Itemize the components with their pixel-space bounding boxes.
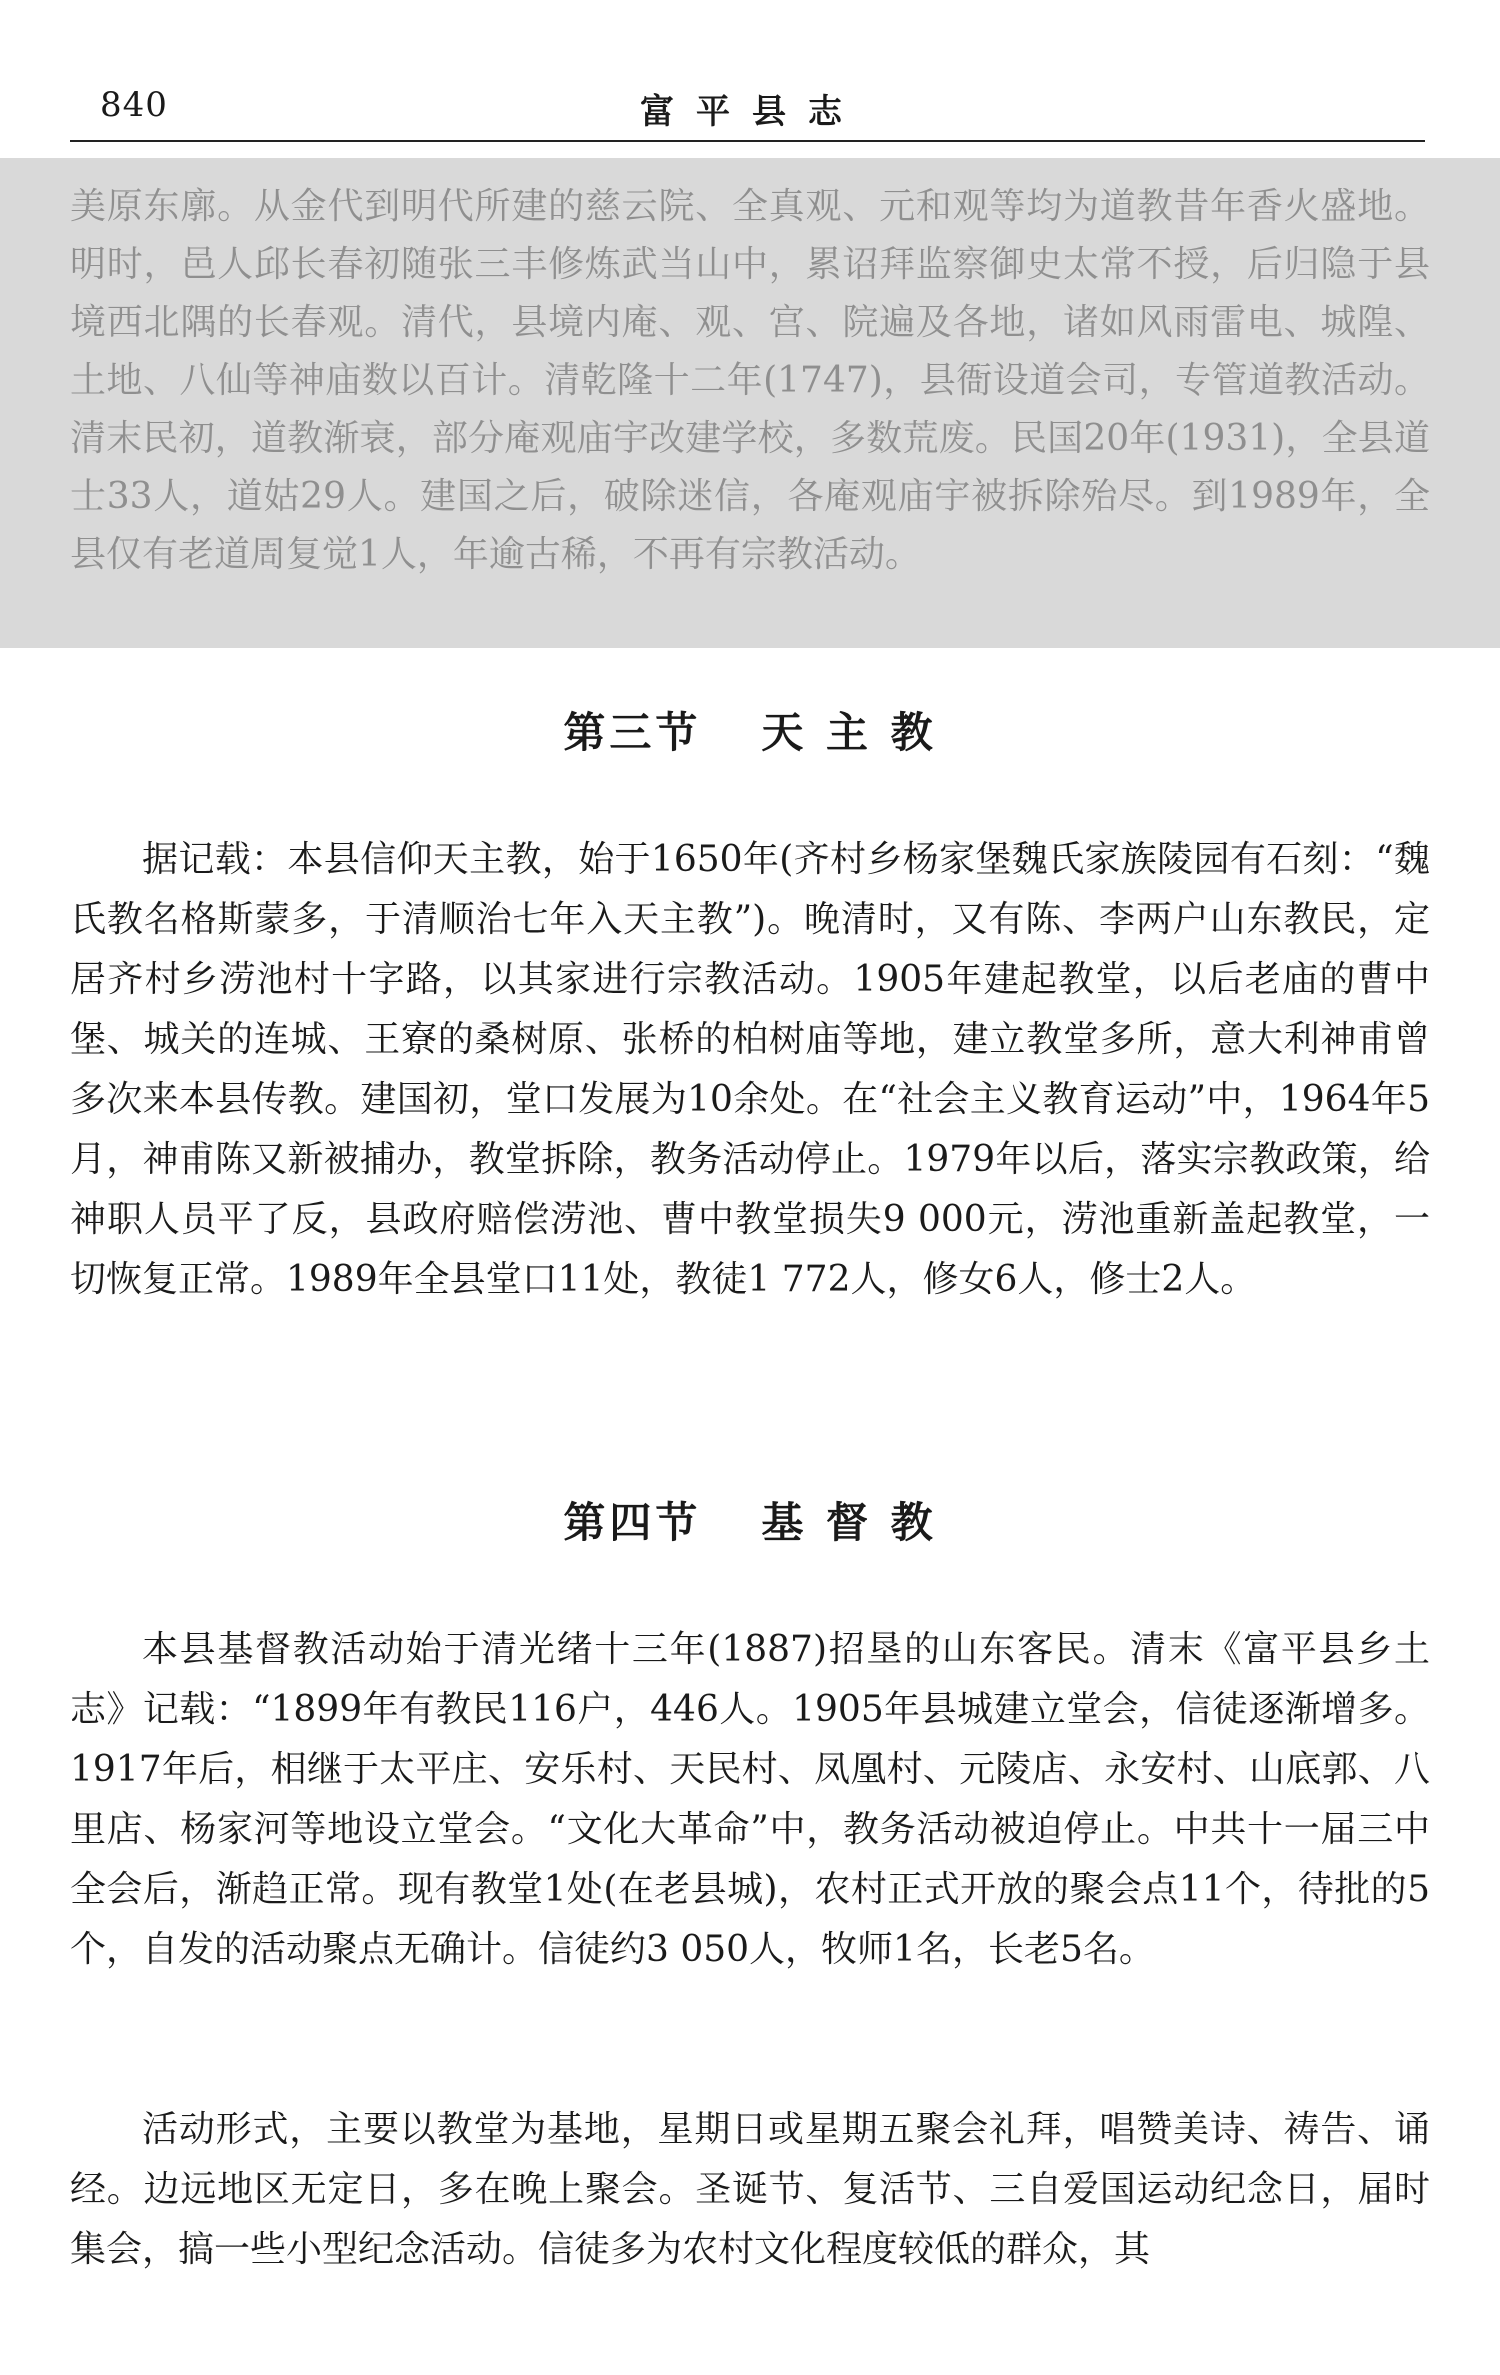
section-title-text: 基 督 教 [761,1498,937,1547]
section-heading [0,1490,1500,1550]
section-number: 第四节 [563,1498,702,1547]
protestantism-paragraph-1: 本县基督教活动始于清光绪十三年(1887)招垦的山东客民。清末《富平县乡土志》记载：“1899年有教民116户，446人。1905年县城建立堂会，信徒逐渐增多。1917年后，相继于太平庄、安乐村、天民村、凤凰村、元陵店、永安村、山底郭、八里店、杨家河等地设立堂会。“文化大革命”中，教务活动被迫停止。中共十一届三中全会后，渐趋正常。现有教堂1处(在老县城)，农村正式开放的聚会点11个，待批的5个，自发的活动聚点无确计。信徒约3 050人，牧师1名，长老5名。 [70,1629,1430,1970]
section-title-text: 天 主 教 [761,708,937,757]
page-number: 840 [100,85,168,125]
protestantism-paragraph-2: 活动形式，主要以教堂为基地，星期日或星期五聚会礼拜，唱赞美诗、祷告、诵经。边远地区无定日，多在晚上聚会。圣诞节、复活节、三自爱国运动纪念日，届时集会，搞一些小型纪念活动。信徒多为农村文化程度较低的群众，其 [70,2109,1430,2270]
section-heading [0,700,1500,760]
taoism-paragraph: 美原东廓。从金代到明代所建的慈云院、全真观、元和观等均为道教昔年香火盛地。明时，邑人邱长春初随张三丰修炼武当山中，累诏拜监察御史太常不授，后归隐于县境西北隅的长春观。清代，县境内庵、观、宫、院遍及各地，诸如风雨雷电、城隍、土地、八仙等神庙数以百计。清乾隆十二年(1747)，县衙设道会司，专管道教活动。清末民初，道教渐衰，部分庵观庙宇改建学校，多数荒废。民国20年(1931)，全县道士33人，道姑29人。建国之后，破除迷信，各庵观庙宇被拆除殆尽。到1989年，全县仅有老道周复觉1人，年逾古稀，不再有宗教活动。 [70,186,1430,575]
header-rule [70,140,1425,142]
book-title: 富平县志 [640,92,864,132]
section-number: 第三节 [563,708,702,757]
highlighted-text-block [0,158,1500,648]
page-header [0,0,1500,150]
catholicism-paragraph: 据记载：本县信仰天主教，始于1650年(齐村乡杨家堡魏氏家族陵园有石刻：“魏氏教名格斯蒙多，于清顺治七年入天主教”)。晚清时，又有陈、李两户山东教民，定居齐村乡涝池村十字路，以其家进行宗教活动。1905年建起教堂，以后老庙的曹中堡、城关的连城、王寮的桑树原、张桥的柏树庙等地，建立教堂多所，意大利神甫曾多次来本县传教。建国初，堂口发展为10余处。在“社会主义教育运动”中，1964年5月，神甫陈又新被捕办，教堂拆除，教务活动停止。1979年以后，落实宗教政策，给神职人员平了反，县政府赔偿涝池、曹中教堂损失9 000元，涝池重新盖起教堂，一切恢复正常。1989年全县堂口11处，教徒1 772人，修女6人，修士2人。 [70,839,1430,1300]
